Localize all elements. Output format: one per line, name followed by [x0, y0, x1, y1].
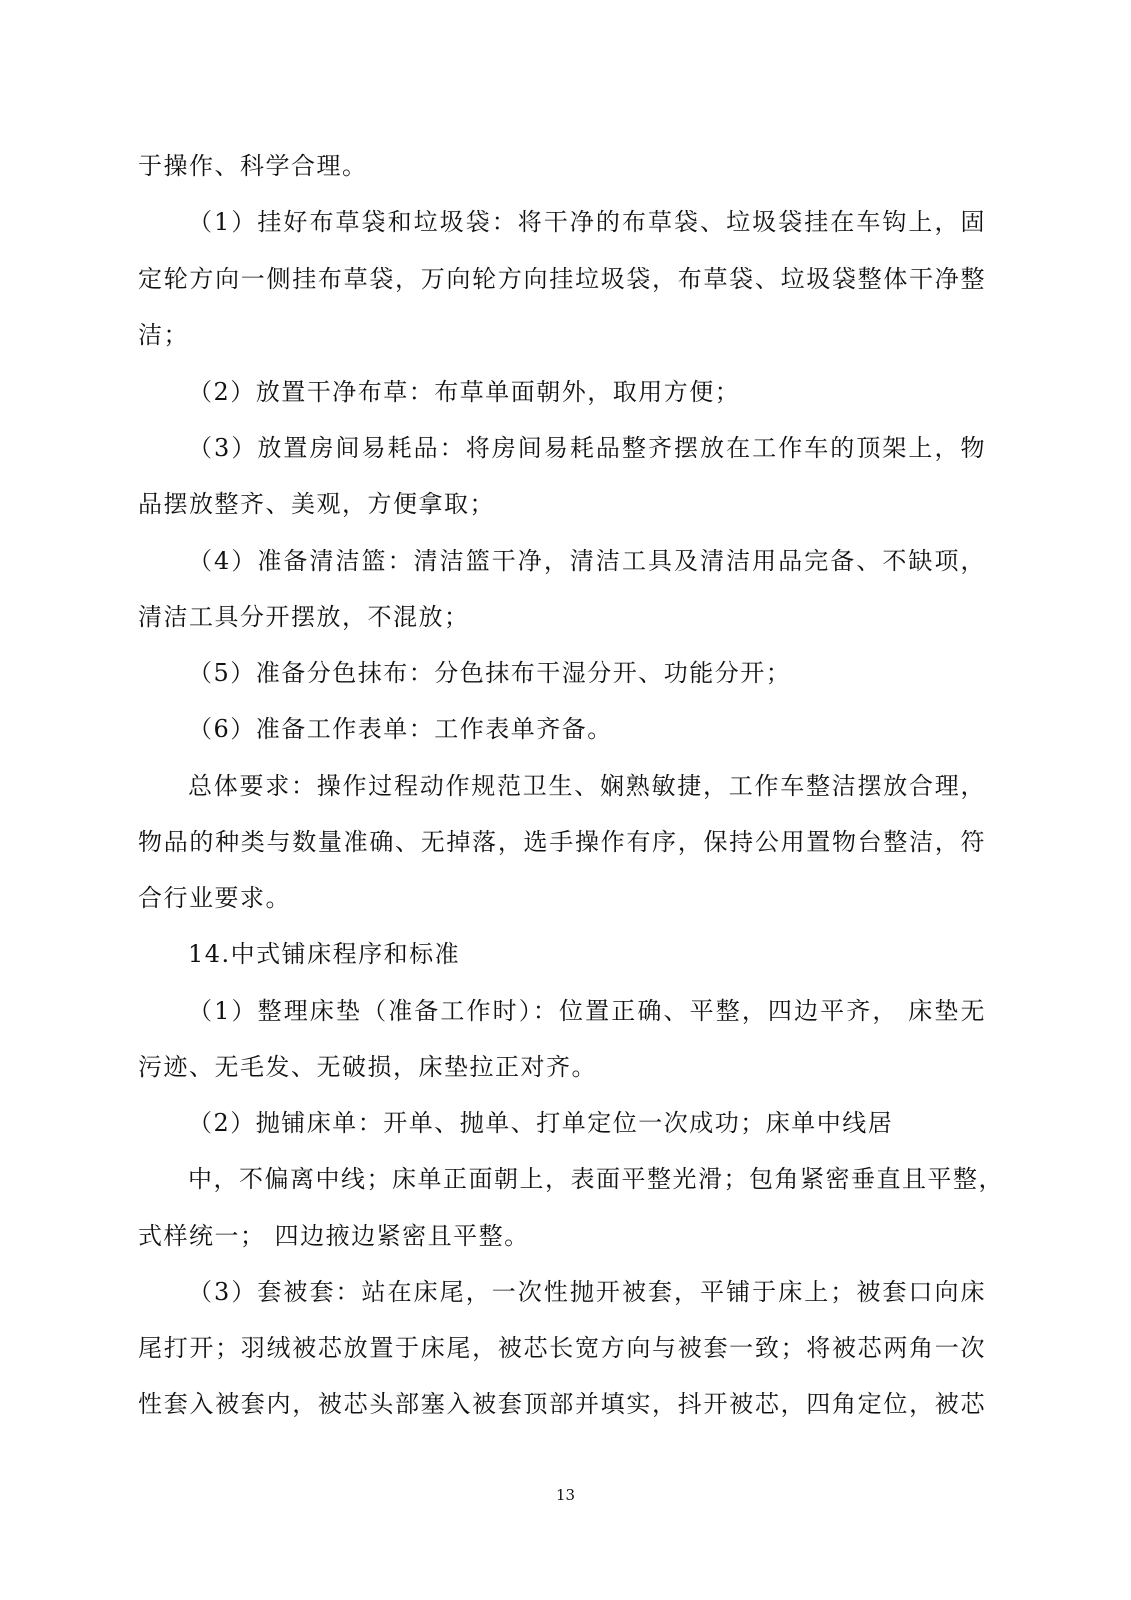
text-line-17: 污迹、无毛发、无破损，床垫拉正对齐。 — [138, 1053, 597, 1081]
text-line-7: 品摆放整齐、美观，方便拿取； — [138, 490, 495, 518]
text-line-6: （3）放置房间易耗品：将房间易耗品整齐摆放在工作车的顶架上，物 — [188, 434, 986, 462]
page-number: 13 — [555, 1486, 576, 1504]
text-line-13: 物品的种类与数量准确、无掉落，选手操作有序，保持公用置物台整洁，符 — [138, 828, 986, 856]
text-line-9: 清洁工具分开摆放，不混放； — [138, 603, 470, 631]
text-line-23: 性套入被套内，被芯头部塞入被套顶部并填实，抖开被芯，四角定位，被芯 — [138, 1390, 986, 1418]
text-line-14: 合行业要求。 — [138, 884, 291, 912]
text-line-11: （6）准备工作表单：工作表单齐备。 — [188, 715, 613, 743]
text-line-3: 定轮方向一侧挂布草袋，万向轮方向挂垃圾袋，布草袋、垃圾袋整体干净整 — [138, 265, 986, 293]
text-line-12: 总体要求：操作过程动作规范卫生、娴熟敏捷，工作车整洁摆放合理， — [188, 772, 986, 800]
text-line-1: 于操作、科学合理。 — [138, 152, 368, 180]
text-line-19: 中，不偏离中线；床单正面朝上，表面平整光滑；包角紧密垂直且平整， — [188, 1165, 1004, 1193]
text-line-16: （1）整理床垫（准备工作时）：位置正确、平整，四边平齐， 床垫无 — [188, 997, 986, 1025]
text-line-2: （1）挂好布草袋和垃圾袋：将干净的布草袋、垃圾袋挂在车钩上，固 — [188, 208, 986, 236]
text-line-10: （5）准备分色抹布：分色抹布干湿分开、功能分开； — [188, 659, 792, 687]
text-line-8: （4）准备清洁篮：清洁篮干净，清洁工具及清洁用品完备、不缺项， — [188, 547, 986, 575]
text-line-18: （2）抛铺床单：开单、抛单、打单定位一次成功；床单中线居 — [188, 1109, 894, 1137]
text-line-22: 尾打开；羽绒被芯放置于床尾，被芯长宽方向与被套一致；将被芯两角一次 — [138, 1334, 986, 1362]
text-line-5: （2）放置干净布草：布草单面朝外，取用方便； — [188, 378, 741, 406]
section-heading: 14.中式铺床程序和标准 — [188, 940, 461, 968]
text-line-21: （3）套被套：站在床尾，一次性抛开被套，平铺于床上；被套口向床 — [188, 1278, 986, 1306]
text-line-4: 洁； — [138, 321, 189, 349]
text-line-20: 式样统一； 四边掖边紧密且平整。 — [138, 1222, 530, 1250]
